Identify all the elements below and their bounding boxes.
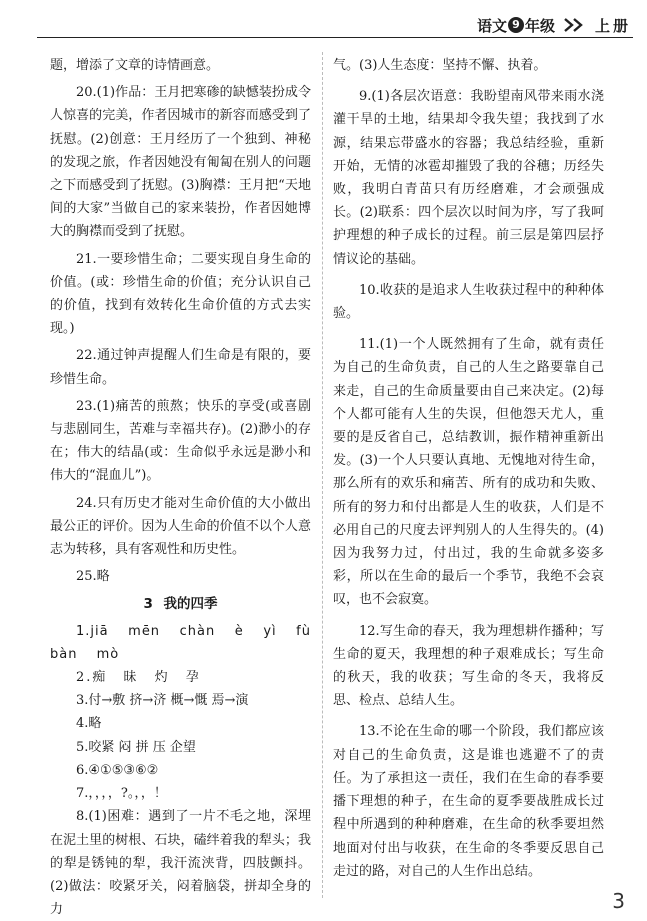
section-answer-2: 2.痴 昧 灼 孕 bbox=[76, 670, 201, 686]
section-answer-6: 6.④①⑤③⑥② bbox=[76, 762, 159, 778]
left-column bbox=[50, 54, 311, 921]
header-subject: 语文 bbox=[476, 16, 507, 35]
section-answer-8: 8.(1)困难：遇到了一片不毛之地，深埋在泥土里的树根、石块，磕绊着我的犁头；我的犁是锈钝的犁，我汗流浃背，四肢颤抖。(2)做法：咬紧牙关，闷着脑袋，拼却全身的力 bbox=[50, 809, 311, 918]
answer-22: 22.通过钟声提醒人们生命是有限的，要珍惜生命。 bbox=[50, 348, 311, 387]
header-rule bbox=[37, 37, 633, 38]
page-header bbox=[477, 14, 631, 36]
answer-25: 25.略 bbox=[76, 569, 110, 585]
answer-13: 13.不论在生命的哪一个阶段，我们都应该对自己的生命负责，这是谁也逃避不了的责任。为了承担这一责任，我们在生命的春季要播下理想的种子，在生命的夏季要战胜成长过程中所遇到的种种磨难，在生命的秋季要坦然地面对付出与收获，在生命的冬季要反思自己走过的路，对自己的人生作出总结。 bbox=[333, 724, 604, 879]
answer-20: 20.(1)作品：王月把寒碜的缺憾装扮成令人惊喜的完美，作者因城市的新容而感受到了抚慰。(2)创意：王月经历了一个独到、神秘的发现之旅，作者因她没有匍匐在别人的问题之下而感受到了抚慰。(3)胸襟：王月把“天地间的大家”当做自己的家来装扮，作者因她博大的胸襟而受到了抚慰。 bbox=[50, 85, 311, 240]
section-answer-5: 5.咬紧 闷 拼 压 企望 bbox=[76, 739, 196, 755]
answer-21: 21.一要珍惜生命；二要实现自身生命的价值。(或：珍惜生命的价值；充分认识自己的价值，找到有效转化生命价值的方式去实现。) bbox=[50, 251, 311, 337]
double-chevron-icon bbox=[563, 17, 589, 33]
header-volume: 上册 bbox=[594, 16, 631, 35]
answer-24: 24.只有历史才能对生命价值的大小做出最公正的评价。因为人生命的价值不以个人意志为转移，具有客观性和历史性。 bbox=[50, 495, 311, 558]
answer-11: 11.(1)一个人既然拥有了生命，就有责任为自己的生命负责，自己的人生之路要靠自己来走，自己的生命质量要由自己来决定。(2)每个人都可能有人生的失误，但他怨天尤人，重要的是反省自己，总结教训，振作精神重新出发。(3)一个人只要认真地、无愧地对待生命，那么所有的欢乐和痛苦、所有的成功和失败、所有的努力和付出都是人生的收获，人们是不必用自己的尺度去评判别人的人生得失的。(4)因为我努力过，付出过，我的生命就多姿多彩，所以在生命的最后一个季节，我绝不会哀叹，也不会寂寞。 bbox=[333, 337, 604, 608]
answer-12: 12.写生命的春天，我为理想耕作播种；写生命的夏天，我理想的种子艰难成长；写生命的秋天，我的收获；写生命的冬天，我将反思、检点、总结人生。 bbox=[333, 623, 604, 709]
section-answer-7: 7.，，，，?。，，！ bbox=[76, 786, 167, 802]
right-column bbox=[333, 54, 604, 883]
answer-9: 9.(1)各层次语意：我盼望南风带来雨水浇灌干旱的土地，结果却令我失望；我找到了水源，结果忘带盛水的容器；我总结经验，重新开始，无情的冰雹却摧毁了我的谷穗；历经失败，我明白青苗只有历经磨难，才会顽强成长。(2)联系：四个层次以时间为序，写了我呵护理想的种子成长的过程。前三层是第四层抒情议论的基础。 bbox=[333, 89, 604, 267]
section-answer-4: 4.略 bbox=[76, 716, 102, 732]
answer-10: 10.收获的是追求人生收获过程中的种种体验。 bbox=[333, 282, 604, 322]
answer-23: 23.(1)痛苦的煎熬；快乐的享受(或喜剧与悲剧同生，苦难与幸福共存)。(2)渺小的存在；伟大的结晶(或：生命似乎永远是渺小和伟大的“混血儿”)。 bbox=[50, 398, 311, 484]
answer-8-continued: 气。(3)人生态度：坚持不懈、执着。 bbox=[333, 58, 547, 73]
header-grade-suffix: 年级 bbox=[524, 16, 555, 35]
section-title: 3 我的四季 bbox=[143, 596, 218, 613]
answer-text: 题，增添了文章的诗情画意。 bbox=[50, 58, 220, 73]
section-answer-1: 1.jiā mēn chàn è yì fù bàn mò bbox=[50, 623, 311, 662]
section-answer-3: 3.付→敷 挤→济 概→慨 焉→演 bbox=[76, 693, 249, 709]
page-number: 3 bbox=[612, 889, 625, 913]
column-divider bbox=[322, 52, 323, 898]
header-grade-number: 9 bbox=[508, 17, 524, 33]
